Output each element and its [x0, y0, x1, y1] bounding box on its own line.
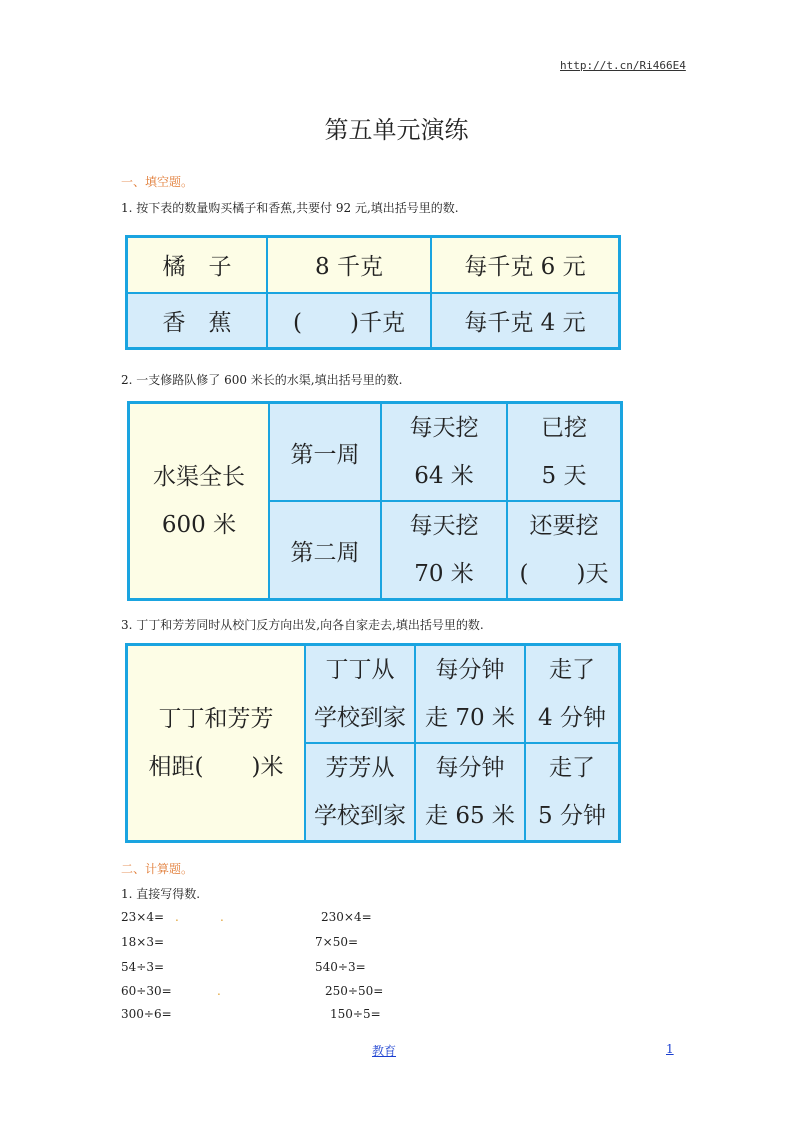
blank-close: )天 — [576, 561, 609, 587]
calc-item-2-left: 18×3= — [121, 935, 165, 949]
question-1-text: 1. 按下表的数量购买橘子和香蕉,共要付 92 元,填出括号里的数. — [121, 201, 459, 215]
blank-open: ( — [293, 309, 302, 336]
canal-total-label: 水渠全长 — [153, 464, 245, 490]
fangfang-speed — [415, 743, 525, 842]
page-title: 第五单元演练 — [324, 116, 469, 144]
decorative-dot: . — [220, 910, 224, 924]
question-2-text: 2. 一支修路队修了 600 米长的水渠,填出括号里的数. — [121, 373, 403, 387]
week-1-done-value: 5 天 — [541, 463, 587, 489]
decorative-dot: . — [175, 910, 179, 924]
fangfang-time-a: 走了 — [549, 755, 595, 781]
calc-item-2-right: 7×50= — [315, 935, 359, 949]
week-1-daily-label: 每天挖 — [409, 415, 479, 441]
week-1-done — [507, 403, 622, 502]
orange-label: 橘 子 — [127, 237, 268, 293]
distance-label: 丁丁和芳芳 — [158, 706, 274, 732]
canal-table — [127, 401, 623, 601]
dingding-time-b: 4 分钟 — [538, 705, 606, 731]
calc-item-1-left: 23×4= — [121, 910, 165, 924]
dingding-speed — [415, 645, 525, 744]
section-heading-fill-blank: 一、填空题。 — [121, 175, 194, 189]
calc-item-1-right: 230×4= — [321, 910, 372, 924]
fruit-table — [125, 235, 621, 350]
calc-item-4-right: 250÷50= — [325, 984, 384, 998]
week-2-daily — [381, 501, 507, 600]
footer-link[interactable]: 教育 — [372, 1044, 397, 1058]
blank-close: )米 — [251, 754, 284, 780]
fangfang-speed-b: 走 65 米 — [425, 803, 515, 829]
dingding-time — [525, 645, 620, 744]
orange-quantity: 8 千克 — [267, 237, 431, 293]
week-1-label: 第一周 — [269, 403, 381, 502]
fangfang-from — [305, 743, 415, 842]
dingding-speed-a: 每分钟 — [435, 657, 505, 683]
header-url-link[interactable]: http://t.cn/Ri466E4 — [560, 59, 686, 72]
fangfang-from-a: 芳芳从 — [325, 755, 395, 781]
week-2-remaining-label: 还要挖 — [529, 513, 599, 539]
fangfang-speed-a: 每分钟 — [435, 755, 505, 781]
dingding-from-a: 丁丁从 — [325, 657, 395, 683]
distance-blank — [128, 743, 304, 791]
calc-item-5-left: 300÷6= — [121, 1007, 172, 1021]
blank-open: 相距( — [148, 754, 204, 780]
blank-open: ( — [519, 561, 529, 587]
canal-total-value: 600 米 — [161, 512, 237, 538]
dingding-from-b: 学校到家 — [314, 705, 406, 731]
week-2-daily-label: 每天挖 — [409, 513, 479, 539]
fangfang-from-b: 学校到家 — [314, 803, 406, 829]
orange-price: 每千克 6 元 — [431, 237, 620, 293]
week-2-daily-value: 70 米 — [414, 561, 474, 587]
dingding-time-a: 走了 — [549, 657, 595, 683]
walking-table — [125, 643, 621, 843]
calc-item-3-left: 54÷3= — [121, 960, 165, 974]
canal-total-cell — [129, 403, 270, 600]
distance-cell[interactable] — [127, 645, 306, 842]
blank-close: )千克 — [350, 309, 405, 336]
section-heading-calculation: 二、计算题。 — [121, 862, 194, 876]
week-2-remaining-blank — [508, 550, 620, 598]
week-1-daily — [381, 403, 507, 502]
banana-quantity-blank[interactable] — [267, 293, 431, 349]
dingding-from — [305, 645, 415, 744]
page-number: 1 — [666, 1042, 674, 1056]
week-2-label: 第二周 — [269, 501, 381, 600]
fangfang-time-b: 5 分钟 — [538, 803, 606, 829]
dingding-speed-b: 走 70 米 — [425, 705, 515, 731]
calc-item-5-right: 150÷5= — [330, 1007, 381, 1021]
decorative-dot: . — [217, 984, 221, 998]
banana-label: 香 蕉 — [127, 293, 268, 349]
banana-price: 每千克 4 元 — [431, 293, 620, 349]
question-3-text: 3. 丁丁和芳芳同时从校门反方向出发,向各自家走去,填出括号里的数. — [121, 618, 484, 632]
week-1-done-label: 已挖 — [541, 415, 587, 441]
calc-question-1-text: 1. 直接写得数. — [121, 887, 201, 901]
week-2-remaining[interactable] — [507, 501, 622, 600]
calc-item-3-right: 540÷3= — [315, 960, 366, 974]
week-1-daily-value: 64 米 — [414, 463, 474, 489]
fangfang-time — [525, 743, 620, 842]
calc-item-4-left: 60÷30= — [121, 984, 172, 998]
